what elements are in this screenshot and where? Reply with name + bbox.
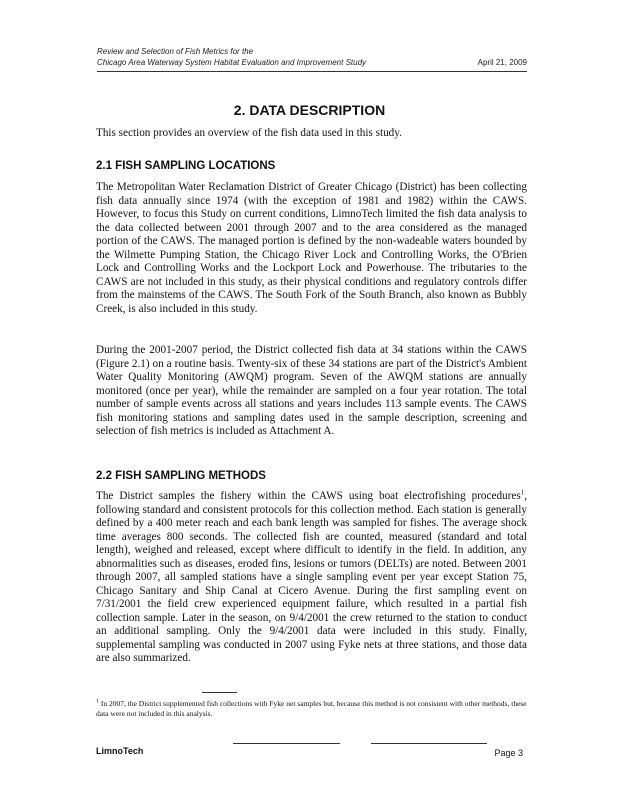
locations-paragraph-2: During the 2001-2007 period, the District collected fish data at 34 stations within the CAWS (Figure 2.1) on a routine basis. Twenty-six of these 34 stations are part of the District's Ambient Water Quality Monitoring (AWQM) program. Seven of the AWQM stations are annually monitored (once per year), while the remainder are sampled on a four year rotation. The total number of sample events across all stations and years includes 113 sample events. The CAWS fish monitoring stations and sampling dates used in the sample description, screening and selection of fish metrics is included as Attachment A.: [96, 344, 527, 437]
footer-rule-left: [233, 743, 340, 744]
footer-company: LimnoTech: [96, 746, 144, 756]
header-date: April 21, 2009: [477, 58, 527, 67]
footnote-reference[interactable]: 1: [520, 488, 525, 497]
running-header: [97, 46, 527, 68]
header-report-title-line1: Review and Selection of Fish Metrics for the: [97, 47, 254, 56]
section-heading-locations: 2.1 FISH SAMPLING LOCATIONS: [96, 160, 276, 172]
footer-rule-right: [371, 743, 487, 744]
methods-text-start: The District samples the fishery within the CAWS using boat electrofishing procedures: [96, 490, 521, 502]
footnote-text: In 2007, the District supplemented fish collections with Fyke net samples but, because this method is not consistent with other methods, these data were not included in this analysis.: [96, 699, 527, 718]
footnote: [96, 699, 527, 719]
methods-text-rest: , following standard and consistent protocols for this collection method. Each station is generally defined by a 400 meter reach and each bank length was sampled for fishes. The average shock time averages 800 seconds. The collected fish are counted, measured (standard and total length), weighed and released, except where difficult to identify in the field. In addition, any abnormalities such as diseases, eroded fins, lesions or tumors (DELTs) are noted. Between 2001 through 2007, all sampled stations have a single sampling event per year except Station 75, Chicago Sanitary and Ship Canal at Cicero Avenue. During the first sampling event on 7/31/2001 the field crew experienced equipment failure, which resulted in a partial fish collection sample. Later in the season, on 9/4/2001 the crew returned to the station to conduct an additional sampling. Only the 9/4/2001 data were included in this study. Finally, supplemental sampling was conducted in 2007 using Fyke nets at three stations, and those data are also summarized.: [96, 490, 527, 664]
footnote-separator: [202, 692, 237, 693]
header-report-title-line2: Chicago Area Waterway System Habitat Evaluation and Improvement Study: [97, 58, 367, 67]
methods-paragraph: [96, 490, 527, 666]
section-heading-methods: 2.2 FISH SAMPLING METHODS: [96, 470, 266, 482]
locations-paragraph-1: The Metropolitan Water Reclamation District of Greater Chicago (District) has been collecting fish data annually since 1974 (with the exception of 1981 and 1982) within the CAWS. However, to focus this Study on current conditions, LimnoTech limited the fish data analysis to the data collected between 2001 through 2007 and to the area considered as the managed portion of the CAWS. The managed portion is defined by the non-wadeable waters bounded by the Wilmette Pumping Station, the Chicago River Lock and Controlling Works, the O'Brien Lock and Controlling Works and the Lockport Lock and Powerhouse. The tributaries to the CAWS are not included in this study, as their physical conditions and regulatory controls differ from the mainstems of the CAWS. The South Fork of the South Branch, also known as Bubbly Creek, is also included in this study.: [96, 181, 527, 315]
footer-page-number: Page 3: [494, 748, 523, 758]
header-rule: [97, 71, 527, 72]
footnote-marker: 1: [96, 698, 99, 705]
page-title: 2. DATA DESCRIPTION: [233, 102, 386, 118]
intro-paragraph: This section provides an overview of the fish data used in this study.: [96, 127, 402, 139]
